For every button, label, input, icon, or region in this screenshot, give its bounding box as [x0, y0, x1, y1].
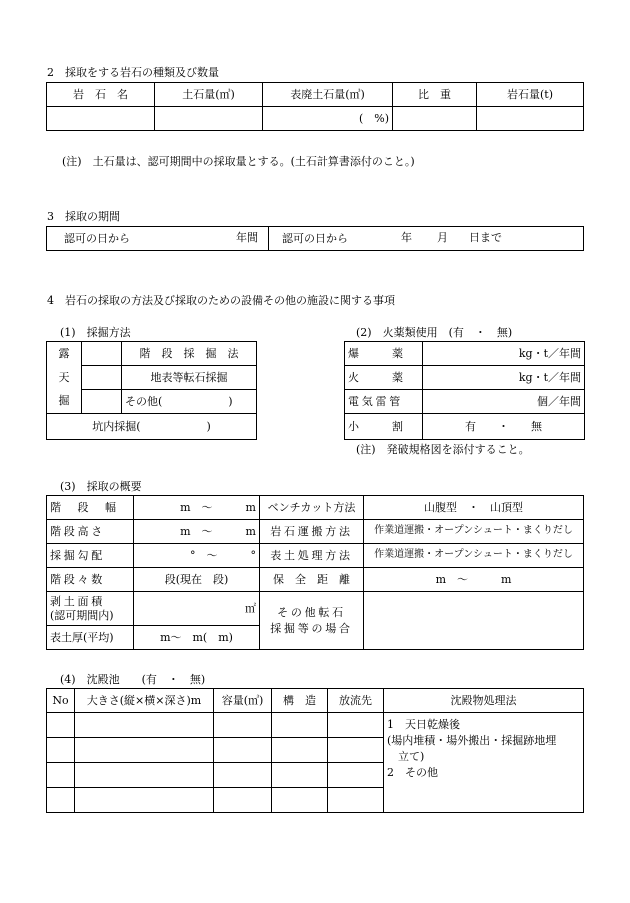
header-specific-gravity: 比 重 [393, 83, 477, 107]
explosives-title: (2) 火薬類使用 (有 ・ 無) [356, 326, 513, 339]
value-other-boulder[interactable] [364, 592, 584, 650]
header-rock-name: 岩 石 名 [47, 83, 155, 107]
pond-row3-no[interactable] [47, 763, 75, 788]
label-topsoil-treatment: 表土処理方法 [260, 544, 364, 568]
method-check-1[interactable] [82, 342, 122, 366]
label-other-boulder-1: その他転石 [277, 606, 346, 620]
mining-method-title: (1) 採掘方法 [60, 326, 131, 339]
pond-row1-capacity[interactable] [214, 713, 272, 738]
value-stripping-area[interactable]: ㎡ [134, 592, 260, 626]
label-other-boulder-2: 採掘等の場合 [270, 621, 353, 635]
period-years-label: 認可の日から [64, 231, 130, 245]
pond-row3-size[interactable] [75, 763, 214, 788]
method-other: その他( ) [122, 390, 257, 414]
cell-surface-waste[interactable] [263, 107, 393, 131]
sediment-option-2: 2 その他 [387, 765, 438, 779]
period-years-unit: 年間 [236, 231, 258, 244]
pond-row2-discharge[interactable] [328, 738, 384, 763]
sediment-option-1: 1 天日乾燥後 [387, 718, 460, 731]
section-2-note: (注) 土石量は、認可期間中の採取量とする。(土石計算書添付のこと。) [62, 155, 415, 168]
value-bench-width[interactable]: m ～ m [134, 496, 260, 520]
sediment-option-1-detail: (場内堆積・場外搬出・採掘跡地埋 [387, 733, 557, 747]
explosive-label-2: 火 薬 [345, 366, 423, 390]
settling-pond-table [46, 688, 584, 813]
cell-rock-amount[interactable] [477, 107, 584, 131]
label-buffer-distance: 保 全 距 離 [260, 568, 364, 592]
section-2-heading: 2 採取をする岩石の種類及び数量 [47, 66, 219, 79]
label-stripping-area-1: 剥土面積 [50, 595, 105, 609]
value-topsoil-thickness[interactable]: m～ m( m) [134, 626, 260, 650]
label-bench-cut: ベンチカット方法 [260, 496, 364, 520]
label-stripping-area-2: (認可期間内) [50, 608, 114, 622]
mining-method-table [46, 341, 257, 440]
explosive-value-1[interactable]: kg・t／年間 [423, 342, 585, 366]
pond-row2-capacity[interactable] [214, 738, 272, 763]
pond-row4-capacity[interactable] [214, 788, 272, 813]
pond-header-sediment: 沈殿物処理法 [384, 689, 584, 713]
pond-row1-no[interactable] [47, 713, 75, 738]
pond-sediment-method[interactable] [384, 713, 584, 813]
label-topsoil-thickness: 表土厚(平均) [47, 626, 134, 650]
explosive-value-4[interactable]: 有 ・ 無 [423, 414, 585, 440]
value-buffer-distance[interactable]: m ～ m [364, 568, 584, 592]
pond-row4-no[interactable] [47, 788, 75, 813]
value-rock-transport[interactable]: 作業道運搬・オープンシュート・まくりだし [364, 520, 584, 544]
pond-header-discharge: 放流先 [328, 689, 384, 713]
section-4-heading: 4 岩石の採取の方法及び採取のための設備その他の施設に関する事項 [47, 294, 395, 307]
header-soil-amount: 土石量(㎥) [155, 83, 263, 107]
label-bench-count: 階段々数 [47, 568, 134, 592]
period-year-unit: 年 [401, 231, 412, 244]
rock-quantity-table [46, 82, 584, 131]
open-pit-char-3: 掘 [47, 390, 82, 414]
period-years-cell[interactable] [47, 227, 269, 251]
open-pit-char-1: 露 [47, 342, 82, 366]
method-underground: 坑内採掘( ) [47, 414, 257, 440]
period-until-label: 認可の日から [282, 231, 348, 245]
explosive-value-2[interactable]: kg・t／年間 [423, 366, 585, 390]
pond-row4-discharge[interactable] [328, 788, 384, 813]
method-check-2[interactable] [82, 366, 122, 390]
value-topsoil-treatment[interactable]: 作業道運搬・オープンシュート・まくりだし [364, 544, 584, 568]
header-rock-amount: 岩石量(t) [477, 83, 584, 107]
value-bench-height[interactable]: m ～ m [134, 520, 260, 544]
percent-label: ( %) [358, 111, 389, 125]
pond-header-no: No [47, 689, 75, 713]
period-day-unit: 日まで [469, 231, 502, 244]
pond-row2-structure[interactable] [272, 738, 328, 763]
cell-rock-name[interactable] [47, 107, 155, 131]
pond-row2-size[interactable] [75, 738, 214, 763]
overview-title: (3) 採取の概要 [60, 480, 142, 493]
pond-row4-size[interactable] [75, 788, 214, 813]
value-bench-count[interactable]: 段(現在 段) [134, 568, 260, 592]
label-stripping-area [47, 592, 134, 626]
pond-row1-structure[interactable] [272, 713, 328, 738]
settling-pond-title: (4) 沈殿池 (有 ・ 無) [60, 673, 206, 686]
sediment-option-1-detail-2: 立て) [387, 749, 425, 763]
value-bench-cut[interactable]: 山腹型 ・ 山頂型 [364, 496, 584, 520]
pond-header-size: 大きさ(縦×横×深さ)m [75, 689, 214, 713]
pond-row4-structure[interactable] [272, 788, 328, 813]
pond-row2-no[interactable] [47, 738, 75, 763]
header-surface-waste: 表廃土石量(㎥) [263, 83, 393, 107]
label-other-boulder [260, 592, 364, 650]
label-bench-width: 階 段 幅 [47, 496, 134, 520]
explosive-value-3[interactable]: 個／年間 [423, 390, 585, 414]
explosives-note: (注) 発破規格図を添付すること。 [356, 443, 530, 456]
cell-soil-amount[interactable] [155, 107, 263, 131]
label-slope: 採掘勾配 [47, 544, 134, 568]
period-month-unit: 月 [437, 231, 448, 244]
open-pit-char-2: 天 [47, 366, 82, 390]
pond-row1-discharge[interactable] [328, 713, 384, 738]
pond-row1-size[interactable] [75, 713, 214, 738]
explosive-label-4: 小 割 [345, 414, 423, 440]
method-bench: 階 段 採 掘 法 [122, 342, 257, 366]
pond-row3-discharge[interactable] [328, 763, 384, 788]
pond-header-capacity: 容量(㎥) [214, 689, 272, 713]
pond-row3-structure[interactable] [272, 763, 328, 788]
pond-row3-capacity[interactable] [214, 763, 272, 788]
label-bench-height: 階段高さ [47, 520, 134, 544]
explosive-label-3: 電気雷管 [345, 390, 423, 414]
section-3-heading: 3 採取の期間 [47, 210, 120, 223]
cell-specific-gravity[interactable] [393, 107, 477, 131]
overview-table [46, 495, 584, 650]
method-check-3[interactable] [82, 390, 122, 414]
method-surface-boulder: 地表等転石採掘 [122, 366, 257, 390]
explosive-label-1: 爆 薬 [345, 342, 423, 366]
value-slope[interactable]: ° ～ ° [134, 544, 260, 568]
explosives-table [344, 341, 585, 440]
pond-header-structure: 構 造 [272, 689, 328, 713]
period-table [46, 226, 584, 251]
label-rock-transport: 岩石運搬方法 [260, 520, 364, 544]
period-until-cell[interactable] [269, 227, 584, 251]
